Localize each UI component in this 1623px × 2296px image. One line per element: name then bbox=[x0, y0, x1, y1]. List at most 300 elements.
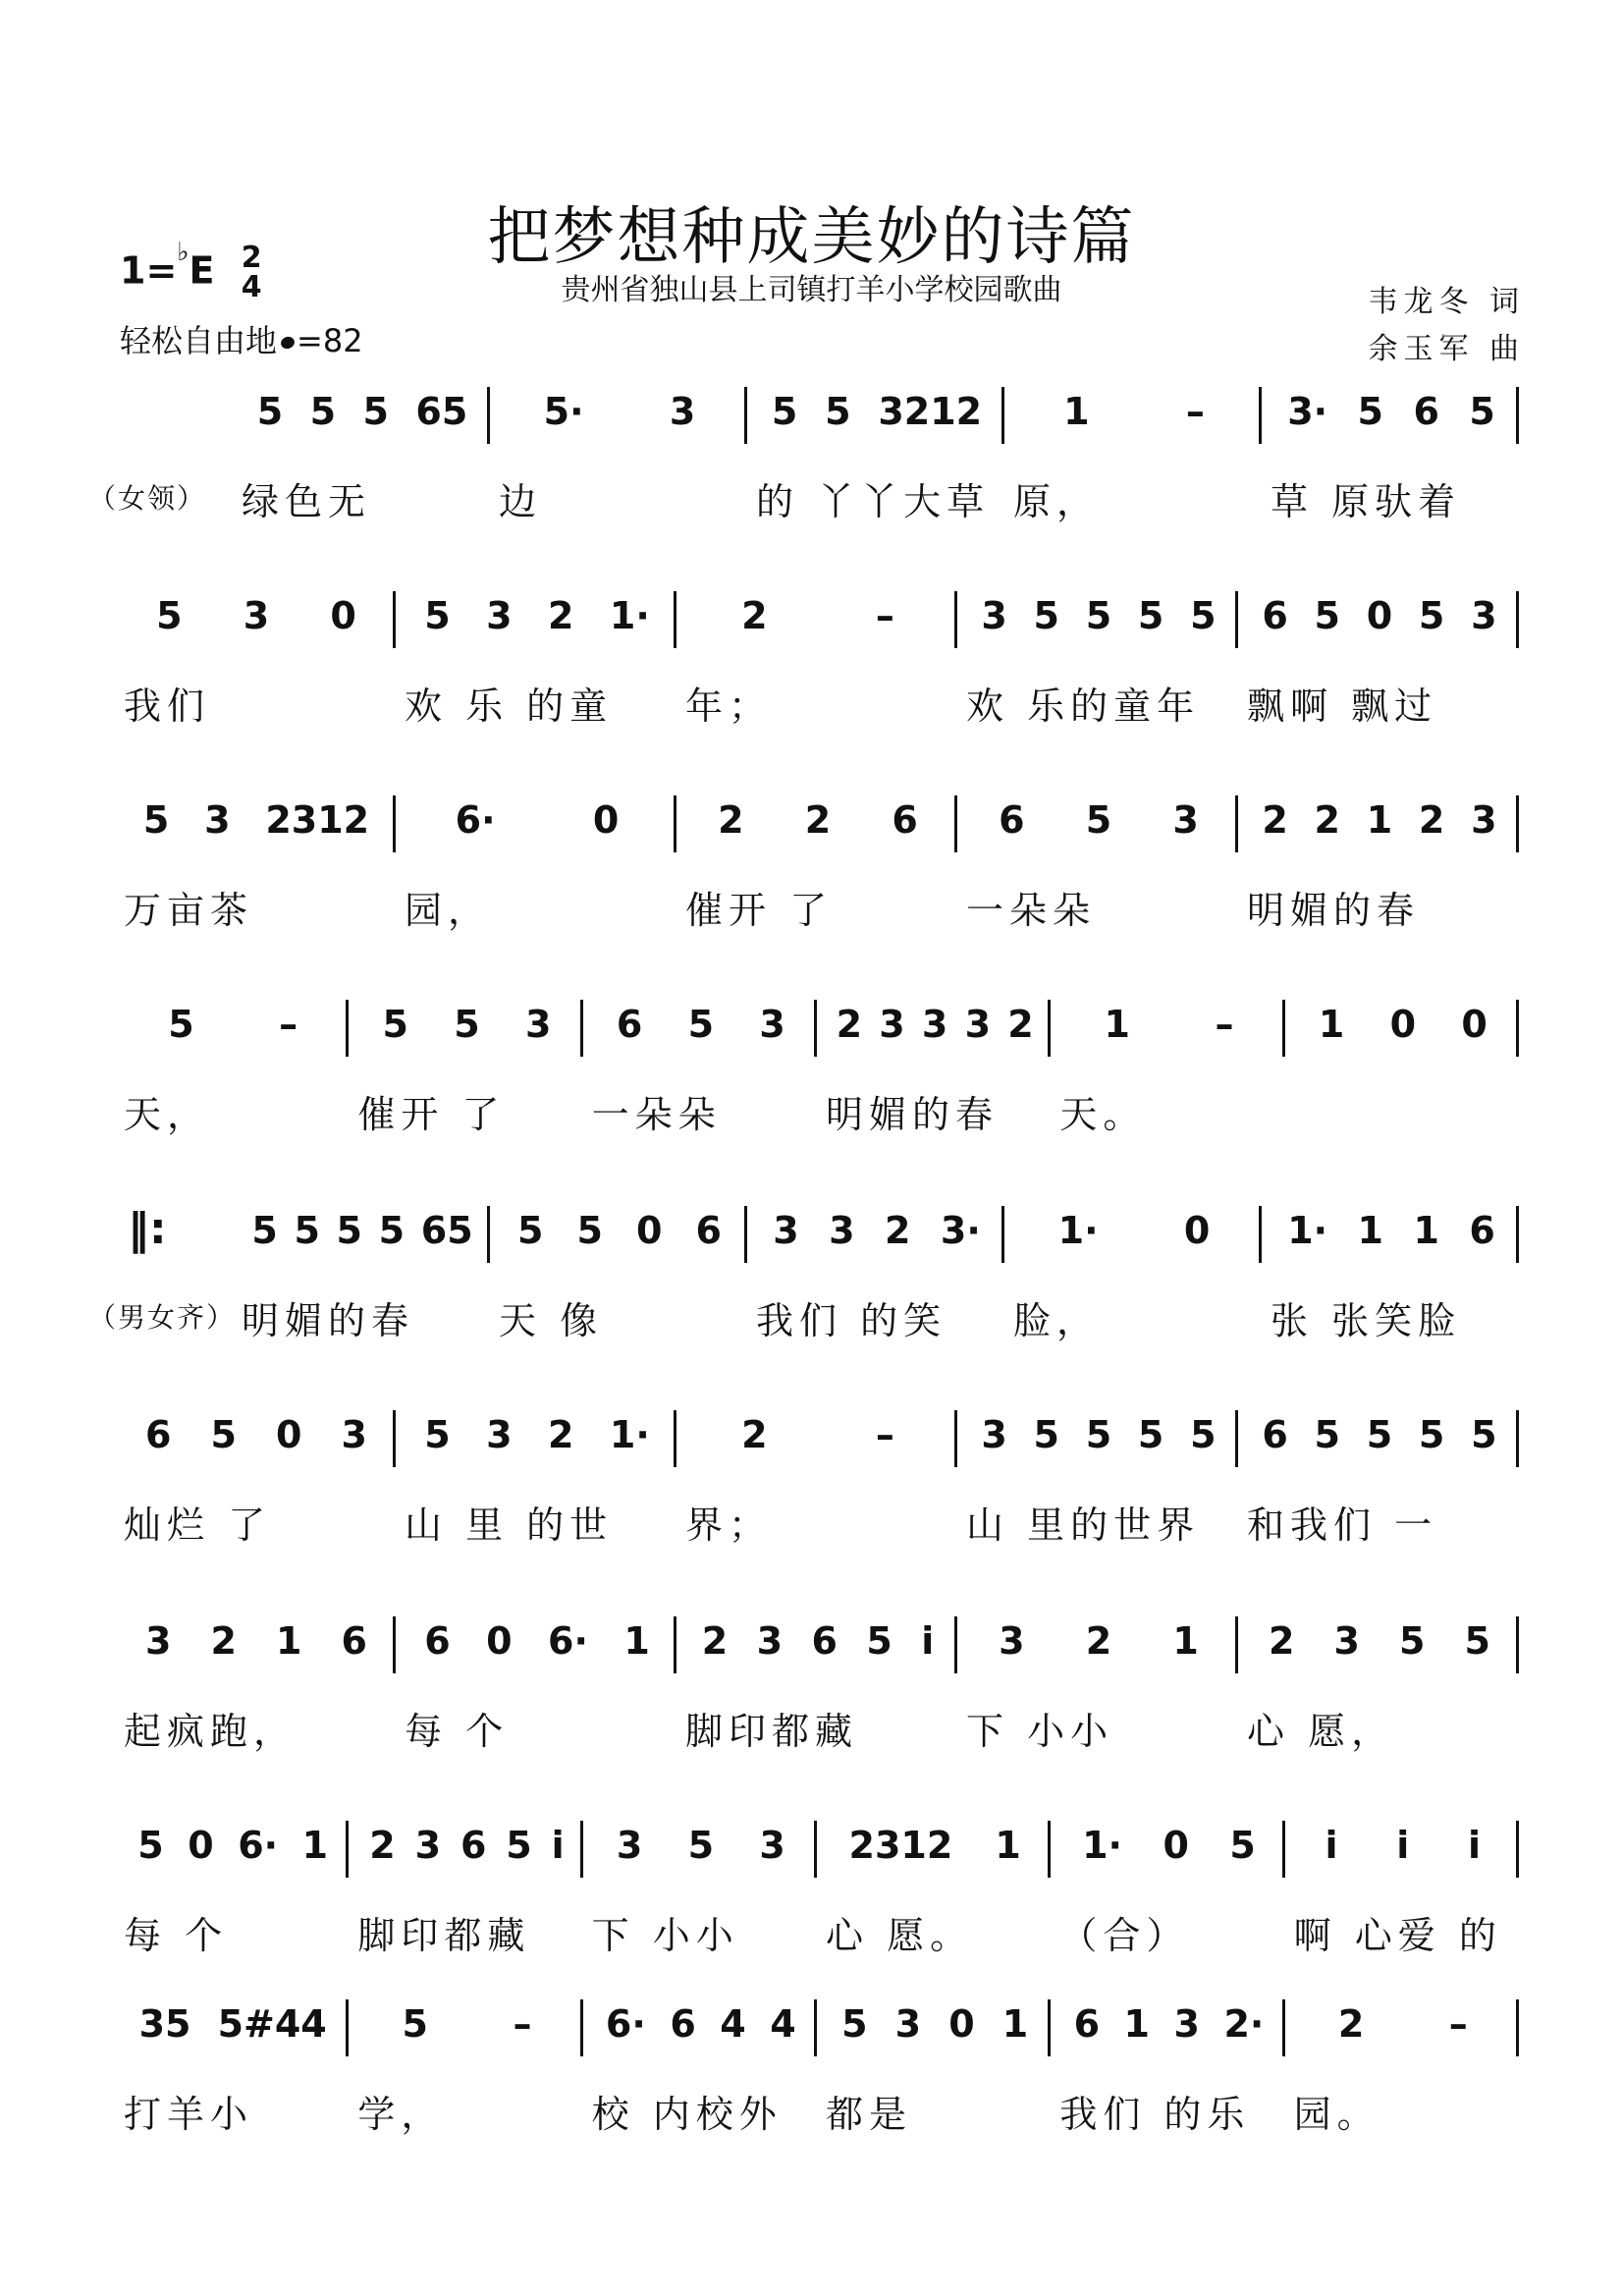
lyric-segment: 我们 的笑 bbox=[756, 1299, 947, 1342]
note: 0 bbox=[1183, 1208, 1211, 1252]
measure bbox=[406, 1404, 668, 1467]
measure bbox=[243, 381, 481, 444]
note: – bbox=[1448, 2001, 1468, 2046]
note: – bbox=[513, 2001, 532, 2046]
measure bbox=[1061, 994, 1275, 1057]
song-subtitle: 贵州省独山县上司镇打羊小学校园歌曲 bbox=[561, 273, 1062, 307]
note: 2312 bbox=[265, 797, 370, 842]
barline bbox=[1259, 387, 1262, 444]
measure bbox=[758, 1200, 996, 1263]
measure bbox=[1272, 381, 1510, 444]
note: 5 bbox=[336, 1208, 362, 1252]
measure bbox=[406, 790, 668, 852]
lyrics-line bbox=[0, 880, 1623, 932]
barline bbox=[1048, 1000, 1051, 1057]
note: 0 bbox=[636, 1208, 663, 1252]
note: 6 bbox=[460, 1823, 487, 1867]
lyrics-line bbox=[0, 676, 1623, 728]
barline bbox=[346, 1000, 349, 1057]
lyric-segment: 园。 bbox=[1293, 2093, 1380, 2136]
measure bbox=[1249, 585, 1510, 648]
note: 5 bbox=[309, 389, 337, 433]
note: 65 bbox=[415, 389, 468, 433]
measure bbox=[828, 994, 1042, 1057]
note: 0 bbox=[188, 1823, 214, 1867]
note: 6 bbox=[1262, 1412, 1288, 1456]
barline bbox=[954, 1410, 957, 1467]
note: 5· bbox=[543, 389, 584, 433]
lyric-segment: 明媚的春 bbox=[826, 1093, 1000, 1136]
quarter-note-icon bbox=[279, 335, 296, 351]
note: 5 bbox=[1137, 1412, 1164, 1456]
measure bbox=[1296, 1994, 1510, 2056]
note: 3 bbox=[1173, 2001, 1200, 2046]
note: 2 bbox=[741, 593, 768, 637]
note: 0 bbox=[330, 593, 356, 637]
note: 1 bbox=[995, 1823, 1021, 1867]
note: 3 bbox=[894, 2001, 922, 2046]
note: 5 bbox=[1399, 1618, 1426, 1663]
note: i bbox=[1396, 1823, 1410, 1867]
note: 5 bbox=[771, 389, 798, 433]
measure bbox=[594, 994, 808, 1057]
lyric-segment: 欢 乐的童年 bbox=[966, 684, 1201, 728]
note: i bbox=[1325, 1823, 1338, 1867]
note: 5 bbox=[687, 1002, 715, 1046]
barline bbox=[1516, 1821, 1519, 1878]
barline bbox=[393, 591, 396, 648]
note: 6· bbox=[548, 1618, 588, 1663]
barline bbox=[814, 1821, 817, 1878]
note: 2 bbox=[1085, 1618, 1112, 1663]
barline bbox=[674, 1410, 676, 1467]
barline bbox=[814, 1999, 817, 2056]
barline bbox=[1516, 1616, 1519, 1673]
lyric-segment: 都是 bbox=[826, 2093, 913, 2136]
note: 3 bbox=[669, 389, 696, 433]
note: 0 bbox=[1366, 593, 1393, 637]
measure bbox=[126, 994, 340, 1057]
lyric-segment: 催开 了 bbox=[357, 1093, 506, 1136]
note: 5 bbox=[256, 389, 284, 433]
measure bbox=[243, 1200, 481, 1263]
note: 0 bbox=[276, 1412, 302, 1456]
notation-line bbox=[0, 381, 1623, 450]
note: 1 bbox=[276, 1618, 302, 1663]
note: 3 bbox=[1172, 797, 1199, 842]
lyric-segment: 心 愿， bbox=[1247, 1710, 1395, 1753]
note: 6 bbox=[1469, 1208, 1495, 1252]
note: 5 bbox=[1033, 1412, 1059, 1456]
note: 5 bbox=[402, 2001, 428, 2046]
note: 6· bbox=[605, 2001, 646, 2046]
note: 1 bbox=[1104, 1002, 1130, 1046]
note: 35 bbox=[138, 2001, 191, 2046]
measure bbox=[1015, 1200, 1253, 1263]
lyric-segment: 天， bbox=[124, 1093, 211, 1136]
note: 4 bbox=[720, 2001, 746, 2046]
measure bbox=[359, 994, 573, 1057]
lyrics-line bbox=[0, 1290, 1623, 1342]
note: 3 bbox=[921, 1002, 948, 1046]
note: 3 bbox=[999, 1618, 1025, 1663]
note: 6 bbox=[424, 1618, 451, 1663]
note: 3 bbox=[829, 1208, 855, 1252]
barline bbox=[580, 1821, 583, 1878]
measure bbox=[968, 1611, 1229, 1673]
barline bbox=[393, 1616, 396, 1673]
barline bbox=[346, 1821, 349, 1878]
note: 5 bbox=[1033, 593, 1059, 637]
note: 2 bbox=[1007, 1002, 1034, 1046]
note: 3 bbox=[1333, 1618, 1360, 1663]
note: 2 bbox=[885, 1208, 911, 1252]
lyric-segment: 下 小小 bbox=[591, 1914, 739, 1957]
note: 3 bbox=[879, 1002, 905, 1046]
lyrics-line bbox=[0, 2084, 1623, 2136]
barline bbox=[1282, 1000, 1285, 1057]
barline bbox=[674, 591, 676, 648]
barline bbox=[1516, 387, 1519, 444]
meter-bottom: 4 bbox=[241, 270, 262, 304]
note: 3 bbox=[756, 1618, 784, 1663]
composer-credit: 余玉军 曲 bbox=[1368, 332, 1525, 366]
note: 2 bbox=[836, 1002, 863, 1046]
note: 2 bbox=[1314, 797, 1340, 842]
note: 5 bbox=[1229, 1823, 1256, 1867]
barline bbox=[954, 795, 957, 852]
tempo-value: =82 bbox=[297, 322, 363, 359]
note: 5 bbox=[454, 1002, 480, 1046]
barline bbox=[580, 1999, 583, 2056]
barline bbox=[1516, 1999, 1519, 2056]
measure bbox=[687, 1404, 948, 1467]
time-signature bbox=[241, 241, 262, 304]
measure bbox=[968, 585, 1229, 648]
note: 2 bbox=[701, 1618, 729, 1663]
note: 5 bbox=[1314, 593, 1340, 637]
measure bbox=[828, 1815, 1042, 1878]
lyric-segment: 催开 了 bbox=[685, 889, 834, 932]
lyric-segment: 山 里的世界 bbox=[966, 1503, 1201, 1547]
measure bbox=[687, 585, 948, 648]
tempo-text: 轻松自由地 bbox=[120, 322, 278, 359]
barline bbox=[1235, 1616, 1238, 1673]
note: 2 bbox=[369, 1823, 396, 1867]
measure bbox=[758, 381, 996, 444]
lyric-segment: 学， bbox=[357, 2093, 445, 2136]
note: 2 bbox=[548, 1412, 574, 1456]
note: i bbox=[921, 1618, 935, 1663]
measure bbox=[1061, 1994, 1275, 2056]
lyric-segment: 每 个 bbox=[405, 1710, 510, 1753]
note: i bbox=[1468, 1823, 1482, 1867]
note: 1 bbox=[1001, 2001, 1029, 2046]
notation-line bbox=[0, 1994, 1623, 2062]
note: 0 bbox=[948, 2001, 975, 2046]
note: – bbox=[279, 1002, 298, 1046]
note: 6 bbox=[1262, 593, 1288, 637]
note: 6 bbox=[616, 1002, 643, 1046]
barline bbox=[1516, 1206, 1519, 1263]
measure bbox=[1249, 1404, 1510, 1467]
note: 0 bbox=[592, 797, 620, 842]
voice-part-label: （男女齐） bbox=[88, 1301, 237, 1334]
barline bbox=[744, 387, 747, 444]
note: 1 bbox=[1357, 1208, 1383, 1252]
note: 3 bbox=[486, 593, 513, 637]
note: 0 bbox=[1461, 1002, 1488, 1046]
measure bbox=[687, 790, 948, 852]
note: – bbox=[1185, 389, 1205, 433]
measure bbox=[1296, 994, 1510, 1057]
lyric-segment: 欢 乐 的童 bbox=[405, 684, 614, 728]
note: 3 bbox=[981, 1412, 1007, 1456]
measure bbox=[1296, 1815, 1510, 1878]
note: 3 bbox=[759, 1823, 785, 1867]
note: 3212 bbox=[878, 389, 983, 433]
barline bbox=[580, 1000, 583, 1057]
barline bbox=[674, 795, 676, 852]
note: 5 bbox=[1464, 1618, 1490, 1663]
note: 6 bbox=[1413, 389, 1439, 433]
lyric-segment: 脚印都藏 bbox=[357, 1914, 531, 1957]
measure bbox=[1272, 1200, 1510, 1263]
notation-line bbox=[0, 1200, 1623, 1269]
note: 3 bbox=[616, 1823, 643, 1867]
note: 5 bbox=[168, 1002, 194, 1046]
note: 5 bbox=[362, 389, 389, 433]
measure bbox=[126, 585, 387, 648]
note: 5 bbox=[506, 1823, 532, 1867]
note: 5 bbox=[1471, 1412, 1497, 1456]
note: 5 bbox=[424, 593, 451, 637]
note: 0 bbox=[1163, 1823, 1189, 1867]
note: i bbox=[551, 1823, 565, 1867]
barline bbox=[1001, 387, 1004, 444]
note: 3 bbox=[414, 1823, 442, 1867]
note: 3 bbox=[145, 1618, 172, 1663]
measure bbox=[968, 790, 1229, 852]
note: 0 bbox=[1389, 1002, 1417, 1046]
note: 5 bbox=[1190, 593, 1217, 637]
lyrics-line bbox=[0, 471, 1623, 523]
song-title: 把梦想种成美妙的诗篇 bbox=[487, 201, 1136, 274]
lyric-segment: 心 愿。 bbox=[826, 1914, 974, 1957]
note: 5 bbox=[1190, 1412, 1217, 1456]
note: 4 bbox=[770, 2001, 796, 2046]
notation-line bbox=[0, 1611, 1623, 1679]
flat-sign-icon: ♭ bbox=[177, 238, 189, 267]
repeat-start-icon: ‖: bbox=[128, 1204, 167, 1254]
lyric-segment: 脸， bbox=[1013, 1299, 1101, 1342]
barline bbox=[346, 1999, 349, 2056]
lyric-segment: 下 小小 bbox=[966, 1710, 1114, 1753]
lyrics-line bbox=[0, 1905, 1623, 1957]
barline bbox=[1048, 1999, 1051, 2056]
lyric-segment: 年； bbox=[685, 684, 773, 728]
notation-line bbox=[0, 585, 1623, 654]
lyric-segment: 张 张笑脸 bbox=[1271, 1299, 1462, 1342]
lyric-segment: 明媚的春 bbox=[242, 1299, 415, 1342]
lyric-segment: 万亩茶 bbox=[124, 889, 254, 932]
key-note: E bbox=[189, 248, 215, 293]
note: 5 bbox=[1357, 389, 1383, 433]
lyric-segment: 我们 的乐 bbox=[1059, 2093, 1251, 2136]
measure bbox=[406, 1611, 668, 1673]
lyric-segment: 园， bbox=[405, 889, 492, 932]
note: 1 bbox=[623, 1618, 650, 1663]
note: 5 bbox=[1418, 1412, 1445, 1456]
note: 2 bbox=[1337, 2001, 1365, 2046]
lyric-segment: 我们 bbox=[124, 684, 211, 728]
lyrics-line bbox=[0, 1495, 1623, 1547]
note: 3 bbox=[341, 1412, 367, 1456]
measure bbox=[501, 1200, 738, 1263]
measure bbox=[126, 1815, 340, 1878]
barline bbox=[674, 1616, 676, 1673]
note: 5 bbox=[156, 593, 183, 637]
notation-line bbox=[0, 994, 1623, 1063]
note: 6· bbox=[455, 797, 496, 842]
barline bbox=[393, 795, 396, 852]
note: 2312 bbox=[848, 1823, 953, 1867]
note: 5 bbox=[1085, 1412, 1112, 1456]
note: 1 bbox=[1172, 1618, 1199, 1663]
barline bbox=[1235, 795, 1238, 852]
barline bbox=[954, 591, 957, 648]
lyric-segment: 原， bbox=[1013, 480, 1101, 523]
note: 1 bbox=[1063, 389, 1090, 433]
note: 1· bbox=[1057, 1208, 1099, 1252]
tempo-marking bbox=[120, 316, 363, 361]
note: 2 bbox=[718, 797, 744, 842]
lyric-segment: 每 个 bbox=[124, 1914, 229, 1957]
note: 2 bbox=[741, 1412, 768, 1456]
note: 3 bbox=[1471, 593, 1497, 637]
note: 5 bbox=[1137, 593, 1164, 637]
measure bbox=[1061, 1815, 1275, 1878]
note: 1· bbox=[609, 593, 650, 637]
lyric-segment: 界； bbox=[685, 1503, 773, 1547]
lyrics-line bbox=[0, 1701, 1623, 1753]
note: 1 bbox=[1366, 797, 1393, 842]
barline bbox=[1235, 1410, 1238, 1467]
measure bbox=[1249, 790, 1510, 852]
note: 5 bbox=[382, 1002, 408, 1046]
note: 2· bbox=[1223, 2001, 1265, 2046]
measure bbox=[1015, 381, 1253, 444]
note: 1· bbox=[1287, 1208, 1328, 1252]
barline bbox=[1516, 1000, 1519, 1057]
barline bbox=[1516, 591, 1519, 648]
measure bbox=[968, 1404, 1229, 1467]
note: 3 bbox=[773, 1208, 799, 1252]
barline bbox=[744, 1206, 747, 1263]
measure bbox=[501, 381, 738, 444]
measure bbox=[594, 1815, 808, 1878]
note: 6 bbox=[892, 797, 918, 842]
note: 2 bbox=[210, 1618, 237, 1663]
lyric-segment: 飘啊 飘过 bbox=[1247, 684, 1438, 728]
note: 6 bbox=[999, 797, 1025, 842]
notation-line bbox=[0, 790, 1623, 858]
lyric-segment: 一朵朵 bbox=[966, 889, 1097, 932]
note: 6 bbox=[341, 1618, 367, 1663]
note: 3 bbox=[243, 593, 270, 637]
lyric-segment: 啊 心爱 的 bbox=[1293, 1914, 1502, 1957]
note: 3 bbox=[759, 1002, 785, 1046]
lyric-segment: 打羊小 bbox=[124, 2093, 254, 2136]
note: 5 bbox=[137, 1823, 164, 1867]
note: 2 bbox=[548, 593, 574, 637]
note: 1· bbox=[1082, 1823, 1122, 1867]
measure bbox=[406, 585, 668, 648]
note: 5 bbox=[1366, 1412, 1393, 1456]
notation-line bbox=[0, 1815, 1623, 1884]
note: 5 bbox=[576, 1208, 603, 1252]
barline bbox=[1001, 1206, 1004, 1263]
note: 5 bbox=[517, 1208, 544, 1252]
note: 1· bbox=[609, 1412, 650, 1456]
note: 65 bbox=[420, 1208, 473, 1252]
measure bbox=[1249, 1611, 1510, 1673]
note: 5 bbox=[866, 1618, 893, 1663]
note: 5 bbox=[294, 1208, 320, 1252]
note: 3 bbox=[204, 797, 231, 842]
barline bbox=[1516, 1410, 1519, 1467]
note: 3 bbox=[1471, 797, 1497, 842]
barline bbox=[814, 1000, 817, 1057]
note: 6· bbox=[238, 1823, 279, 1867]
note: 5 bbox=[142, 797, 170, 842]
measure bbox=[126, 790, 387, 852]
measure bbox=[359, 1815, 573, 1878]
lyric-segment: 起疯跑， bbox=[124, 1710, 298, 1753]
measure bbox=[126, 1611, 387, 1673]
note: 5 bbox=[1418, 593, 1445, 637]
note: 1 bbox=[1123, 2001, 1150, 2046]
lyric-segment: 边 bbox=[499, 480, 543, 523]
lyric-segment: 天。 bbox=[1059, 1093, 1147, 1136]
note: 3 bbox=[981, 593, 1007, 637]
note: 0 bbox=[486, 1618, 513, 1663]
lyricist-credit: 韦龙冬 词 bbox=[1368, 285, 1525, 319]
note: 5 bbox=[251, 1208, 278, 1252]
note: 2 bbox=[1418, 797, 1445, 842]
lyric-segment: 绿色无 bbox=[242, 480, 372, 523]
meter-top: 2 bbox=[241, 241, 262, 275]
note: 6 bbox=[695, 1208, 722, 1252]
measure bbox=[828, 1994, 1042, 2056]
voice-part-label: （女领） bbox=[88, 482, 207, 515]
note: 1 bbox=[301, 1823, 329, 1867]
note: 3· bbox=[940, 1208, 981, 1252]
barline bbox=[1516, 795, 1519, 852]
lyric-segment: 山 里 的世 bbox=[405, 1503, 614, 1547]
note: 5 bbox=[1085, 593, 1112, 637]
note: 1 bbox=[1413, 1208, 1439, 1252]
barline bbox=[393, 1410, 396, 1467]
measure bbox=[594, 1994, 808, 2056]
lyric-segment: 灿烂 了 bbox=[124, 1503, 272, 1547]
note: 3 bbox=[525, 1002, 552, 1046]
lyric-segment: 天 像 bbox=[499, 1299, 604, 1342]
lyrics-line bbox=[0, 1084, 1623, 1136]
barline bbox=[1282, 1999, 1285, 2056]
note: – bbox=[875, 593, 894, 637]
note: 6 bbox=[670, 2001, 696, 2046]
